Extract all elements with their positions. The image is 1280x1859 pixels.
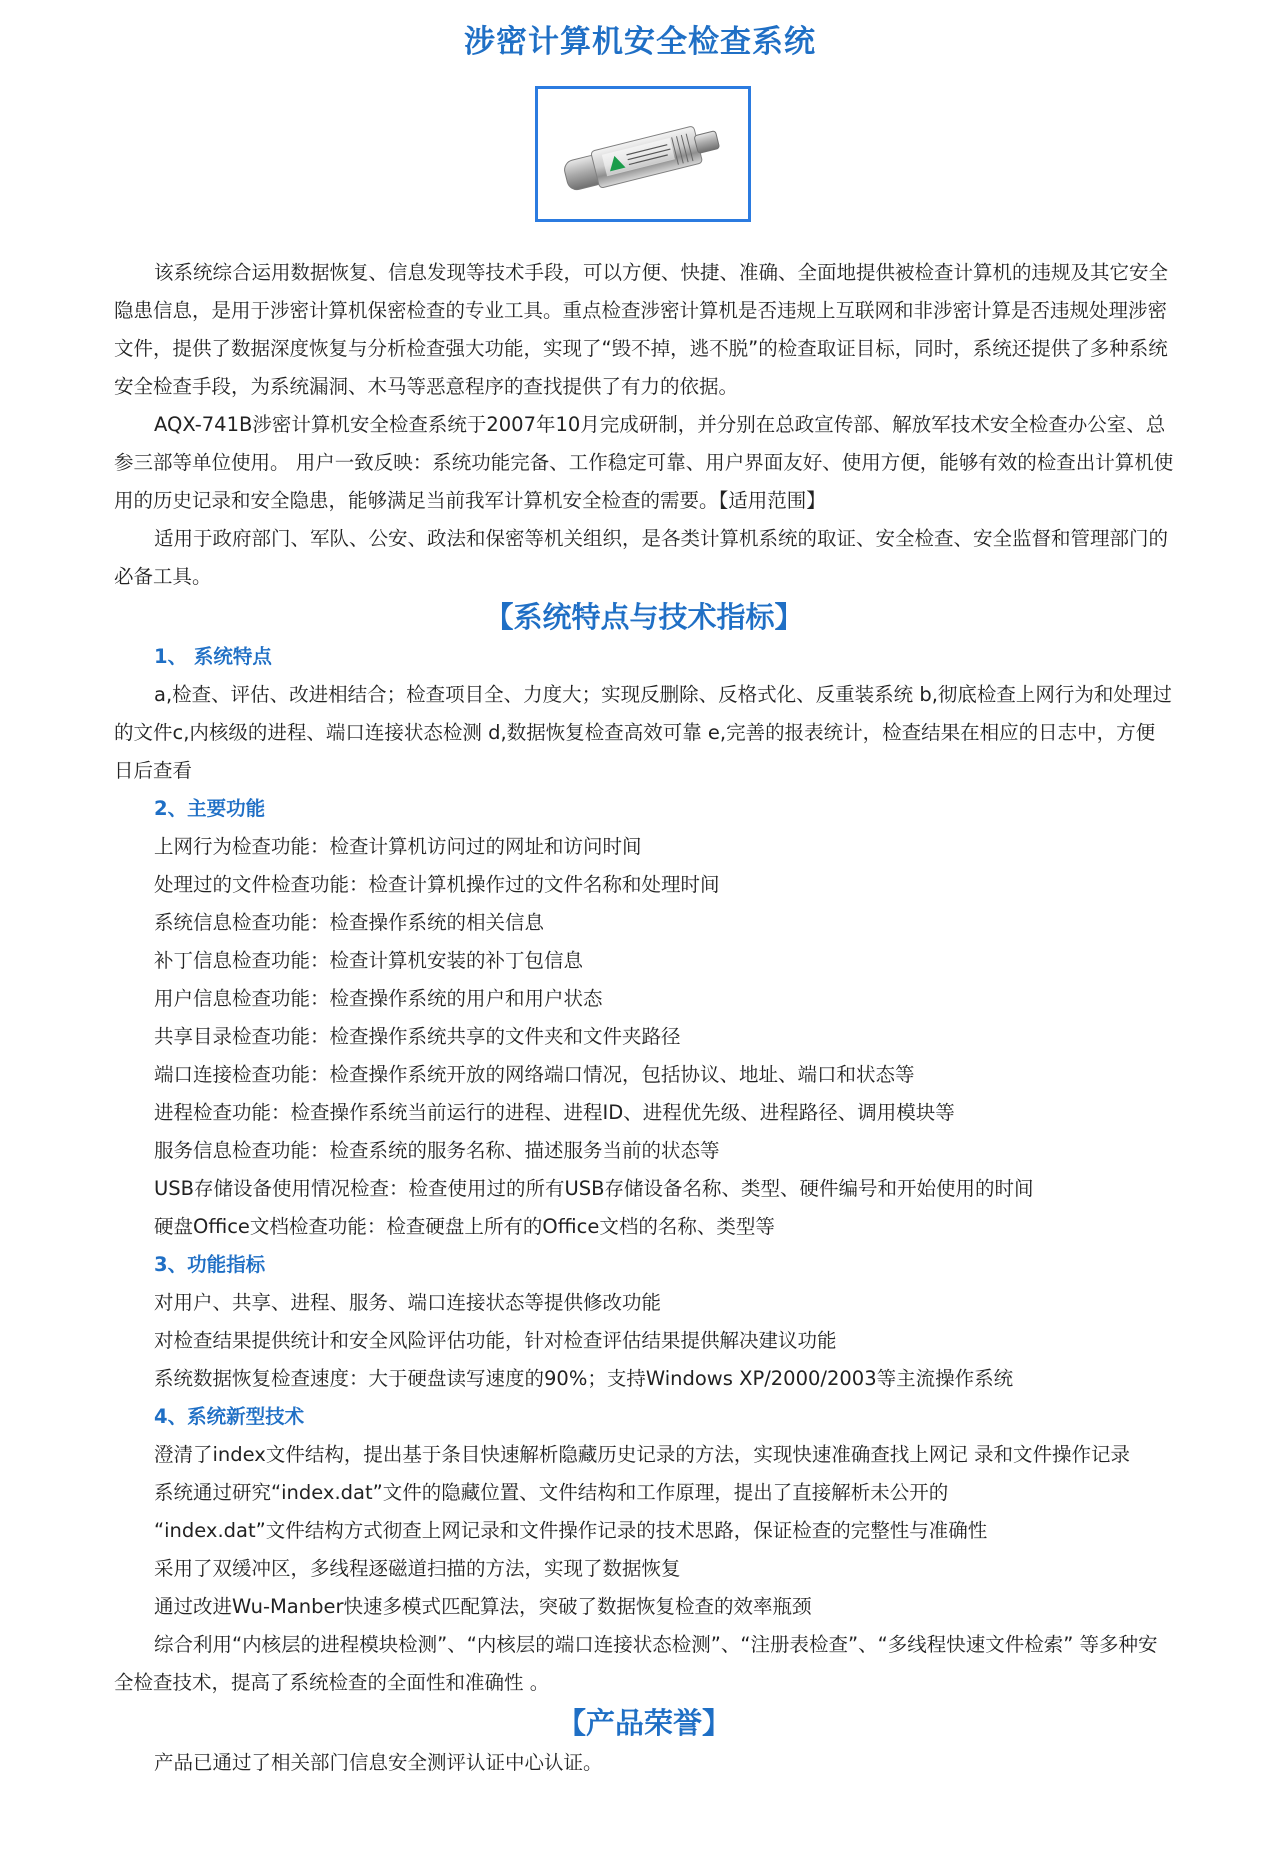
- function-item: 硬盘Office文档检查功能：检查硬盘上所有的Office文档的名称、类型等: [154, 1215, 775, 1238]
- intro-paragraph-1: 该系统综合运用数据恢复、信息发现等技术手段，可以方便、快捷、准确、全面地提供被检查计算机的违规及其它安全隐患信息，是用于涉密计算机保密检查的专业工具。重点检查涉密计算机是否违规上互联网和非涉密计算是否违规处理涉密文件，提供了数据深度恢复与分析检查强大功能，实现了“毁不掉，逃不脱”的检查取证目标，同时，系统还提供了多种系统安全检查手段，为系统漏洞、木马等恶意程序的查找提供了有力的依据。: [114, 261, 1169, 398]
- product-image-frame: [535, 86, 751, 222]
- technology-paragraph: 澄清了index文件结构，提出基于条目快速解析隐藏历史记录的方法，实现快速准确查找上网记 录和文件操作记录: [154, 1443, 1131, 1466]
- features-paragraph: a,检查、评估、改进相结合；检查项目全、力度大；实现反删除、反格式化、反重装系统 b,彻底检查上网行为和处理过的文件c,内核级的进程、端口连接状态检测 d,数据恢复检查高效可靠 e,完善的报表统计，检查结果在相应的日志中，方便日后查看: [114, 683, 1172, 782]
- usb-drive-icon: [538, 89, 748, 219]
- technology-paragraph: 综合利用“内核层的进程模块检测”、“内核层的端口连接状态检测”、“注册表检查”、“多线程快速文件检索” 等多种安全检查技术，提高了系统检查的全面性和准确性 。: [114, 1633, 1158, 1694]
- function-item: 共享目录检查功能：检查操作系统共享的文件夹和文件夹路径: [154, 1025, 681, 1048]
- honors-paragraph: 产品已通过了相关部门信息安全测评认证中心认证。: [154, 1751, 603, 1774]
- function-metrics-subheading: 3、功能指标: [154, 1253, 266, 1276]
- intro-paragraph-3: 适用于政府部门、军队、公安、政法和保密等机关组织，是各类计算机系统的取证、安全检查、安全监督和管理部门的必备工具。: [114, 527, 1169, 588]
- function-item: 系统信息检查功能：检查操作系统的相关信息: [154, 911, 545, 934]
- main-functions-subheading: 2、主要功能: [154, 797, 266, 820]
- intro-paragraph-2: AQX-741B涉密计算机安全检查系统于2007年10月完成研制，并分别在总政宣传部、解放军技术安全检查办公室、总参三部等单位使用。 用户一致反映：系统功能完备、工作稳定可靠、用户界面友好、使用方便，能够有效的检查出计算机使用的历史记录和安全隐患，能够满足当前我军计算机安全检查的需要。【适用范围】: [114, 413, 1174, 512]
- technology-paragraph: “index.dat”文件结构方式彻查上网记录和文件操作记录的技术思路，保证检查的完整性与准确性: [154, 1519, 988, 1542]
- function-item: 补丁信息检查功能：检查计算机安装的补丁包信息: [154, 949, 584, 972]
- technology-paragraph: 系统通过研究“index.dat”文件的隐藏位置、文件结构和工作原理，提出了直接解析未公开的: [154, 1481, 949, 1504]
- function-item: 用户信息检查功能：检查操作系统的用户和用户状态: [154, 987, 603, 1010]
- metric-item: 对用户、共享、进程、服务、端口连接状态等提供修改功能: [154, 1291, 662, 1314]
- technology-paragraph: 通过改进Wu-Manber快速多模式匹配算法，突破了数据恢复检查的效率瓶颈: [154, 1595, 812, 1618]
- function-item: 处理过的文件检查功能：检查计算机操作过的文件名称和处理时间: [154, 873, 720, 896]
- function-item: USB存储设备使用情况检查：检查使用过的所有USB存储设备名称、类型、硬件编号和开始使用的时间: [154, 1177, 1034, 1200]
- honors-section-title: 【产品荣誉】: [556, 1706, 731, 1740]
- new-technology-subheading: 4、系统新型技术: [154, 1405, 305, 1428]
- function-item: 端口连接检查功能：检查操作系统开放的网络端口情况，包括协议、地址、端口和状态等: [154, 1063, 915, 1086]
- technology-paragraph: 采用了双缓冲区，多线程逐磁道扫描的方法，实现了数据恢复: [154, 1557, 681, 1580]
- function-item: 上网行为检查功能：检查计算机访问过的网址和访问时间: [154, 835, 642, 858]
- function-item: 进程检查功能：检查操作系统当前运行的进程、进程ID、进程优先级、进程路径、调用模块等: [154, 1101, 955, 1124]
- function-item: 服务信息检查功能：检查系统的服务名称、描述服务当前的状态等: [154, 1139, 720, 1162]
- metric-item: 对检查结果提供统计和安全风险评估功能，针对检查评估结果提供解决建议功能: [154, 1329, 837, 1352]
- page-title: 涉密计算机安全检查系统: [464, 24, 816, 60]
- features-subheading-1: 1、 系统特点: [154, 645, 272, 668]
- metric-item: 系统数据恢复检查速度：大于硬盘读写速度的90%；支持Windows XP/2000/2003等主流操作系统: [154, 1367, 1014, 1390]
- features-section-title: 【系统特点与技术指标】: [484, 600, 804, 634]
- article-body: [114, 254, 1174, 1782]
